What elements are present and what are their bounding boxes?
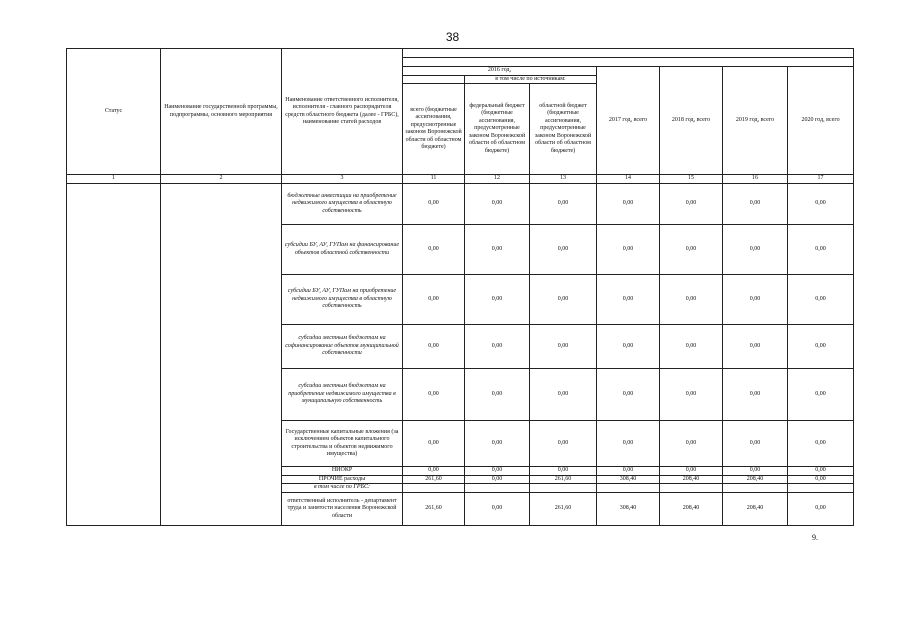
colnum-17: 17 <box>788 175 854 184</box>
cell-value: 0,00 <box>723 275 788 325</box>
cell-value: 0,00 <box>788 475 854 484</box>
cell-value: 0,00 <box>530 467 597 476</box>
cell-value: 308,40 <box>597 493 660 526</box>
cell-value: 0,00 <box>530 275 597 325</box>
cell-value: 0,00 <box>788 369 854 421</box>
colnum-15: 15 <box>660 175 723 184</box>
colnum-12: 12 <box>465 175 530 184</box>
cell-value: 0,00 <box>530 225 597 275</box>
row-name: Государственные капитальные вложения (за исключением объектов капитального строительства и объектов недвижимого имущества) <box>282 421 403 467</box>
cell-value: 0,00 <box>530 325 597 369</box>
row-name: бюджетные инвестиции на приобретение недвижимого имущества в областную собственность <box>282 184 403 225</box>
page-number: 38 <box>445 30 460 44</box>
cell-value: 0,00 <box>403 275 465 325</box>
colnum-14: 14 <box>597 175 660 184</box>
cell-value: 0,00 <box>788 225 854 275</box>
cell-value: 208,40 <box>660 493 723 526</box>
cell-value: 0,00 <box>660 421 723 467</box>
cell-value: 0,00 <box>660 325 723 369</box>
colnum-1: 1 <box>67 175 161 184</box>
cell-value: 0,00 <box>788 467 854 476</box>
program-cell <box>161 184 282 526</box>
cell-value: 0,00 <box>597 225 660 275</box>
cell-value: 0,00 <box>660 275 723 325</box>
cell-value <box>597 484 660 493</box>
cell-value <box>530 484 597 493</box>
table-row <box>67 184 854 225</box>
cell-value: 0,00 <box>597 184 660 225</box>
cell-value: 0,00 <box>465 421 530 467</box>
cell-value: 0,00 <box>465 493 530 526</box>
cell-value: 0,00 <box>403 184 465 225</box>
cell-value: 208,40 <box>660 475 723 484</box>
cell-value: 0,00 <box>465 275 530 325</box>
header-by-sources: в том числе по источникам: <box>465 75 597 84</box>
cell-value: 261,60 <box>403 493 465 526</box>
cell-value <box>403 484 465 493</box>
cell-value <box>660 484 723 493</box>
cell-value: 208,40 <box>723 475 788 484</box>
cell-value: 0,00 <box>660 225 723 275</box>
cell-value: 0,00 <box>465 225 530 275</box>
cell-value: 0,00 <box>723 421 788 467</box>
row-name: субсидии БУ, АУ, ГУПам на финансирование объектов областной собственности <box>282 225 403 275</box>
cell-value: 208,40 <box>723 493 788 526</box>
cell-value: 0,00 <box>530 369 597 421</box>
cell-value: 0,00 <box>788 493 854 526</box>
row-name: субсидии БУ, АУ, ГУПам на приобретение недвижимого имущества в областную собственность <box>282 275 403 325</box>
row-name: субсидии местным бюджетам на приобретение недвижимого имущества в муниципальную собственность <box>282 369 403 421</box>
cell-value: 0,00 <box>660 184 723 225</box>
cell-value: 261,60 <box>403 475 465 484</box>
header-regional: областной бюджет (бюджетные ассигнования, предусмотренные законом Воронежской области об областном бюджете) <box>530 84 597 175</box>
cell-value: 0,00 <box>597 275 660 325</box>
header-year-2016: 2016 год, <box>403 67 597 76</box>
colnum-3: 3 <box>282 175 403 184</box>
cell-value: 0,00 <box>597 421 660 467</box>
cell-value: 0,00 <box>788 275 854 325</box>
cell-value: 0,00 <box>465 467 530 476</box>
cell-value: 0,00 <box>597 325 660 369</box>
header-2018: 2018 год, всего <box>660 67 723 175</box>
cell-value: 0,00 <box>530 184 597 225</box>
cell-value: 0,00 <box>597 369 660 421</box>
cell-value: 0,00 <box>403 369 465 421</box>
row-name: НИОКР <box>282 467 403 476</box>
row-name: ПРОЧИЕ расходы <box>282 475 403 484</box>
colnum-16: 16 <box>723 175 788 184</box>
cell-value: 0,00 <box>660 467 723 476</box>
cell-value: 261,60 <box>530 475 597 484</box>
cell-value: 0,00 <box>403 421 465 467</box>
cell-value: 0,00 <box>788 184 854 225</box>
cell-value: 0,00 <box>403 325 465 369</box>
header-total-top <box>403 75 465 84</box>
cell-value: 308,40 <box>597 475 660 484</box>
colnum-11: 11 <box>403 175 465 184</box>
cell-value: 0,00 <box>723 369 788 421</box>
corner-mark: 9. <box>812 533 818 542</box>
cell-value: 0,00 <box>723 184 788 225</box>
cell-value: 0,00 <box>465 369 530 421</box>
cell-value: 0,00 <box>788 325 854 369</box>
cell-value <box>465 484 530 493</box>
status-cell <box>67 184 161 526</box>
cell-value: 0,00 <box>723 325 788 369</box>
header-top-blank <box>403 49 854 58</box>
cell-value <box>723 484 788 493</box>
cell-value: 0,00 <box>597 467 660 476</box>
cell-value: 0,00 <box>723 467 788 476</box>
header-total-2016: всего (бюджетные ассигнования, предусмотренные законом Воронежской области об областном бюджете) <box>403 84 465 175</box>
header-program-name: Наименование государственной программы, подпрограммы, основного мероприятия <box>161 49 282 175</box>
header-2020: 2020 год, всего <box>788 67 854 175</box>
cell-value: 0,00 <box>660 369 723 421</box>
cell-value: 261,60 <box>530 493 597 526</box>
cell-value <box>788 484 854 493</box>
cell-value: 0,00 <box>530 421 597 467</box>
colnum-13: 13 <box>530 175 597 184</box>
header-2017: 2017 год, всего <box>597 67 660 175</box>
cell-value: 0,00 <box>403 225 465 275</box>
header-2019: 2019 год, всего <box>723 67 788 175</box>
header-federal: федеральный бюджет (бюджетные ассигнования, предусмотренные законом Воронежской области об областном бюджете) <box>465 84 530 175</box>
header-status: Статус <box>67 49 161 175</box>
cell-value: 0,00 <box>403 467 465 476</box>
cell-value: 0,00 <box>723 225 788 275</box>
cell-value: 0,00 <box>465 184 530 225</box>
row-name: субсидии местным бюджетам на софинансирование объектов муниципальной собственности <box>282 325 403 369</box>
cell-value: 0,00 <box>788 421 854 467</box>
row-name: в том числе по ГРБС: <box>282 484 403 493</box>
cell-value: 0,00 <box>465 475 530 484</box>
row-name: ответственный исполнитель - департамент труда и занятости населения Воронежской области <box>282 493 403 526</box>
cell-value: 0,00 <box>465 325 530 369</box>
colnum-2: 2 <box>161 175 282 184</box>
budget-table <box>66 48 854 526</box>
header-second-blank <box>403 58 854 67</box>
header-executor-name: Наименование ответственного исполнителя, исполнителя - главного распорядителя средств областного бюджета (далее - ГРБС), наименование статей расходов <box>282 49 403 175</box>
